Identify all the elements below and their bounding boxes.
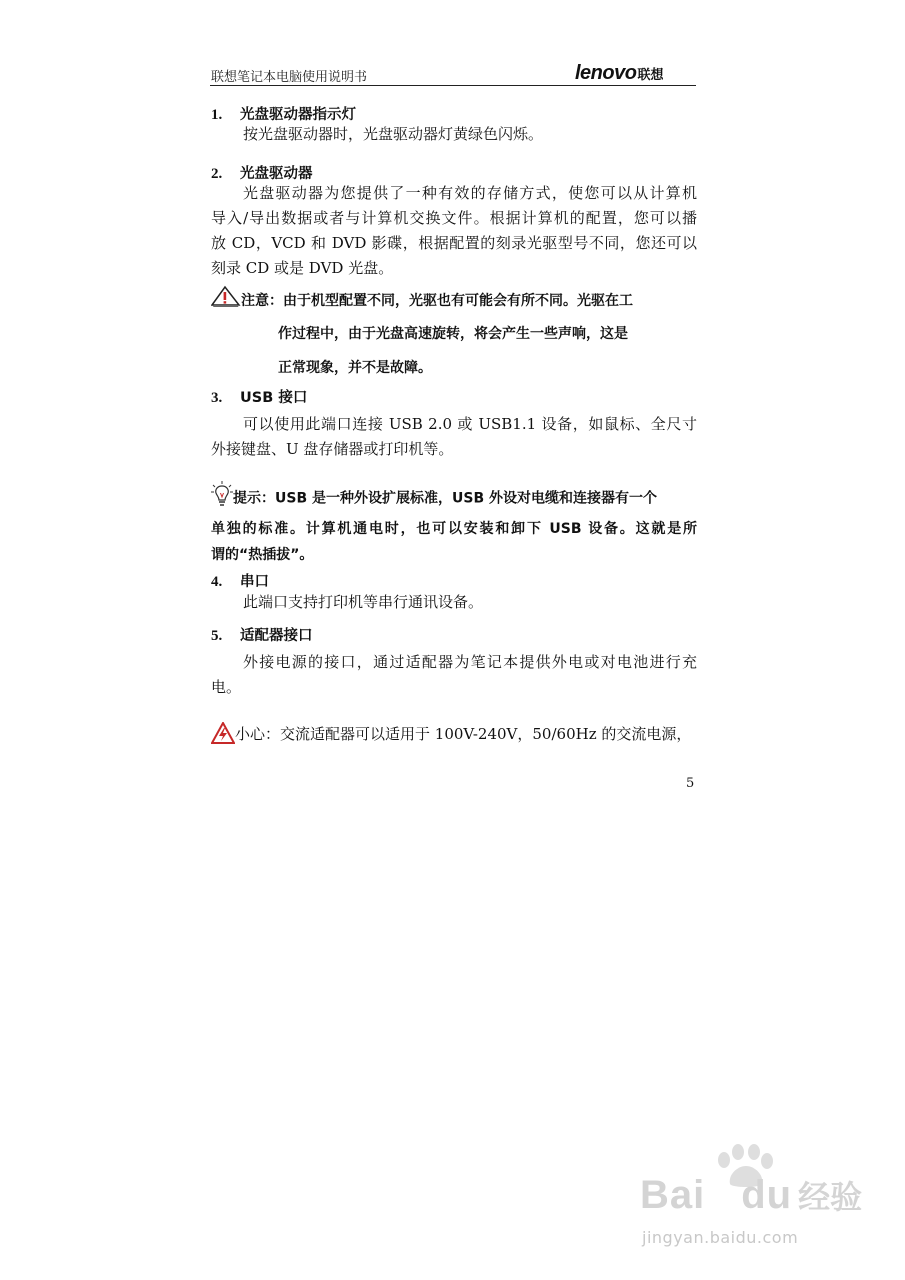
section-title: 适配器接口 <box>240 628 313 644</box>
logo-text-cn: 联想 <box>637 68 664 83</box>
section-2-body <box>211 181 697 281</box>
section-number: 4. <box>211 574 223 590</box>
section-5-body <box>211 650 697 700</box>
caution-block <box>211 722 691 748</box>
paragraph-line: 外接电源的接口，通过适配器为笔记本提供外电或对电池进行充 <box>243 653 697 671</box>
section-3-body <box>211 412 697 462</box>
section-4-body: 此端口支持打印机等串行通讯设备。 <box>243 593 484 611</box>
section-number: 1. <box>211 107 223 123</box>
watermark-brand-suffix: du <box>741 1173 793 1217</box>
logo-text-en: lenovo <box>575 62 637 84</box>
paragraph-line: 电。 <box>211 678 242 696</box>
note-block <box>211 285 697 382</box>
tip-line: 单独的标准。计算机通电时，也可以安装和卸下 USB 设备。这就是所 <box>211 521 697 537</box>
section-1-body: 按光盘驱动器时，光盘驱动器灯黄绿色闪烁。 <box>243 125 544 143</box>
tip-line: 谓的“热插拔”。 <box>211 547 314 563</box>
section-heading-3 <box>211 386 307 407</box>
page-number: 5 <box>686 776 695 791</box>
section-title: 串口 <box>240 574 269 590</box>
paragraph-line: 刻录 CD 或是 DVD 光盘。 <box>211 259 394 277</box>
note-line: 注意：由于机型配置不同，光驱也有可能会有所不同。光驱在工 <box>241 293 633 309</box>
section-title: USB 接口 <box>240 390 308 406</box>
warning-icon <box>211 285 241 317</box>
lightbulb-icon <box>211 481 233 516</box>
paragraph-line: 导入/导出数据或者与计算机交换文件。根据计算机的配置，您可以播 <box>211 209 697 227</box>
section-heading-2 <box>211 162 313 183</box>
section-title: 光盘驱动器 <box>240 166 313 182</box>
paragraph-line: 光盘驱动器为您提供了一种有效的存储方式，使您可以从计算机 <box>243 184 697 202</box>
section-number: 5. <box>211 628 223 644</box>
note-line: 正常现象，并不是故障。 <box>278 360 432 376</box>
lenovo-logo <box>575 62 663 85</box>
watermark-url: jingyan.baidu.com <box>642 1228 799 1247</box>
caution-text: 小心：交流适配器可以适用于 100V-240V，50/60Hz 的交流电源， <box>235 725 692 743</box>
paragraph-line: 可以使用此端口连接 USB 2.0 或 USB1.1 设备，如鼠标、全尺寸 <box>243 415 697 433</box>
section-heading-5 <box>211 624 313 645</box>
paragraph-line: 外接键盘、U 盘存储器或打印机等。 <box>211 440 454 458</box>
header-title: 联想笔记本电脑使用说明书 <box>211 70 368 85</box>
section-title: 光盘驱动器指示灯 <box>240 107 356 123</box>
section-heading-4 <box>211 570 269 591</box>
header-divider <box>210 85 696 86</box>
watermark-cn: 经验 <box>798 1178 863 1216</box>
section-heading-1 <box>211 103 356 124</box>
electric-hazard-icon <box>211 722 235 748</box>
tip-block <box>211 481 697 568</box>
baidu-watermark <box>640 1150 863 1260</box>
section-number: 2. <box>211 166 223 182</box>
tip-line: 提示：USB 是一种外设扩展标准，USB 外设对电缆和连接器有一个 <box>233 490 657 507</box>
watermark-brand: Bai <box>640 1173 706 1217</box>
note-line: 作过程中，由于光盘高速旋转，将会产生一些声响，这是 <box>278 326 628 342</box>
paragraph-line: 放 CD，VCD 和 DVD 影碟，根据配置的刻录光驱型号不同，您还可以 <box>211 234 697 252</box>
section-number: 3. <box>211 390 223 406</box>
